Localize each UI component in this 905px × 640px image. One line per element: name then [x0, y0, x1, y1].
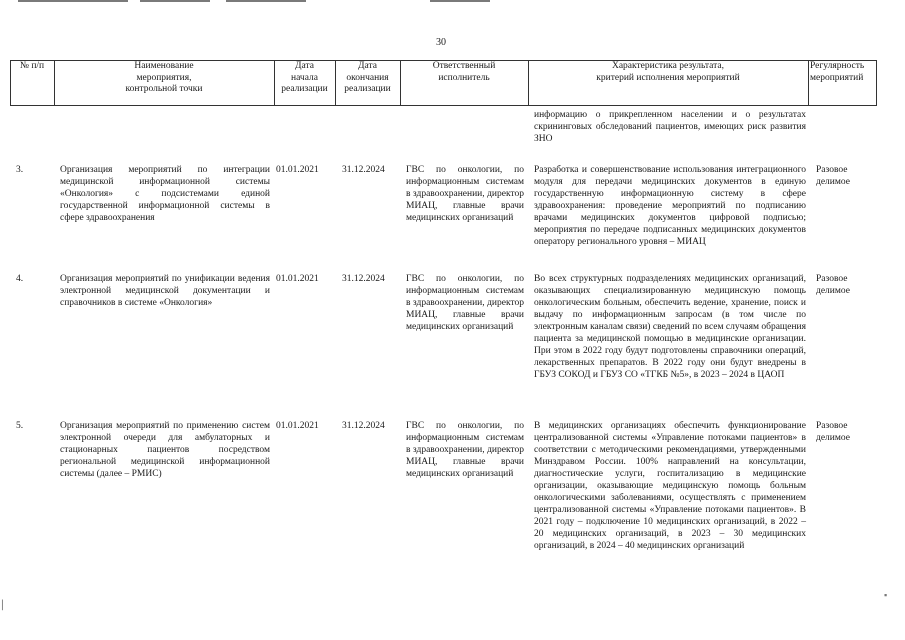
row-name: Организация мероприятий по применению систем электронной очереди для амбулаторных и стационарных пациентов посредством региональной медицинской информационной системы (далее – РМИС): [60, 421, 270, 479]
row-number: 3.: [16, 165, 24, 175]
row-responsible: ГВС по онкологии, по информационным системам в здравоохранении, директор МИАЦ, главные врачи медицинских организаций: [406, 274, 524, 332]
row-end-date: 31.12.2024: [342, 421, 385, 431]
row-number: 4.: [16, 274, 24, 284]
scan-edge-mark: [140, 0, 210, 2]
header-result: Характеристика результата, критерий исполнения мероприятий: [596, 61, 740, 83]
row-name: Организация мероприятий по унификации ведения электронной медицинской документации и справочников в системе «Онкология»: [60, 274, 270, 308]
scan-edge-mark: [18, 0, 128, 2]
row-end-date: 31.12.2024: [342, 165, 385, 175]
header-name: Наименование мероприятия, контрольной точки: [125, 61, 203, 94]
scan-edge-mark: [430, 0, 490, 2]
header-num: № п/п: [19, 61, 45, 71]
continuation-text: информацию о прикрепленном населении и о результатах скрининговых обследований пациентов, имеющих риск развития ЗНО: [534, 110, 806, 144]
row-result: В медицинских организациях обеспечить функционирование централизованной системы «Управление потоками пациентов» в соответствии с методическими рекомендациями, утвержденными Минздравом России. 100% направлений на консультации, диагностические услуги, госпитализацию в медицинские организации, оказывающие медицинскую помощь больным онкологическими заболеваниями, осуществлять с применением централизованной системы «Управление потоками пациентов». В 2021 году – подключение 10 медицинских организаций, в 2022 – 20 медицинских организаций, в 2023 – 30 медицинских организаций, в 2024 – 40 медицинских организаций: [534, 421, 806, 551]
row-end-date: 31.12.2024: [342, 274, 385, 284]
row-result: Разработка и совершенствование использования интеграционного модуля для передачи медицинских документов в единую государственную информационную систему в сфере здравоохранения: проведение мероприятий по подписанию врачами медицинских документов цифровой подписью; мероприятия по передаче подписанных медицинских документов оператору регионального уровня – МИАЦ: [534, 165, 806, 247]
row-number: 5.: [16, 421, 24, 431]
row-name: Организация мероприятий по интеграции медицинской информационной системы «Онкология» с подсистемами единой государственной информационной системы в сфере здравоохранения: [60, 165, 270, 223]
header-bottom-border: [10, 105, 877, 106]
header-start-date: Дата начала реализации: [281, 61, 328, 94]
header-regularity: Регулярность мероприятий: [810, 61, 865, 83]
row-regularity: Разовое делимое: [816, 274, 850, 296]
scan-speck: ▏: [2, 600, 9, 610]
row-start-date: 01.01.2021: [276, 165, 319, 175]
row-start-date: 01.01.2021: [276, 274, 319, 284]
row-result: Во всех структурных подразделениях медицинских организаций, оказывающих специализированную медицинскую помощь онкологическим больным, обеспечить ведение, хранение, поиск и выдачу по информационным запросам (в том числе по электронным каналам связи) сведений по всем случаям обращения пациента за медицинской помощью в медицинские организации. При этом в 2022 году будут подготовлены справочники операций, лекарственных препаратов. В 2022 году они будут внедрены в ГБУЗ СОКОД и ГБУЗ СО «ТГКБ №5», в 2023 – 2024 в ЦАОП: [534, 274, 806, 380]
header-end-date: Дата окончания реализации: [344, 61, 391, 94]
scan-speck: ▪: [884, 590, 888, 600]
row-regularity: Разовое делимое: [816, 165, 850, 187]
row-responsible: ГВС по онкологии, по информационным системам в здравоохранении, директор МИАЦ, главные врачи медицинских организаций: [406, 165, 524, 223]
column-divider: [876, 60, 877, 106]
row-start-date: 01.01.2021: [276, 421, 319, 431]
header-responsible: Ответственный исполнитель: [432, 61, 496, 83]
row-regularity: Разовое делимое: [816, 421, 850, 443]
page-number: 30: [436, 37, 446, 48]
scan-edge-mark: [226, 0, 306, 2]
column-divider: [808, 60, 809, 106]
row-responsible: ГВС по онкологии, по информационным системам в здравоохранении, директор МИАЦ, главные врачи медицинских организаций: [406, 421, 524, 479]
